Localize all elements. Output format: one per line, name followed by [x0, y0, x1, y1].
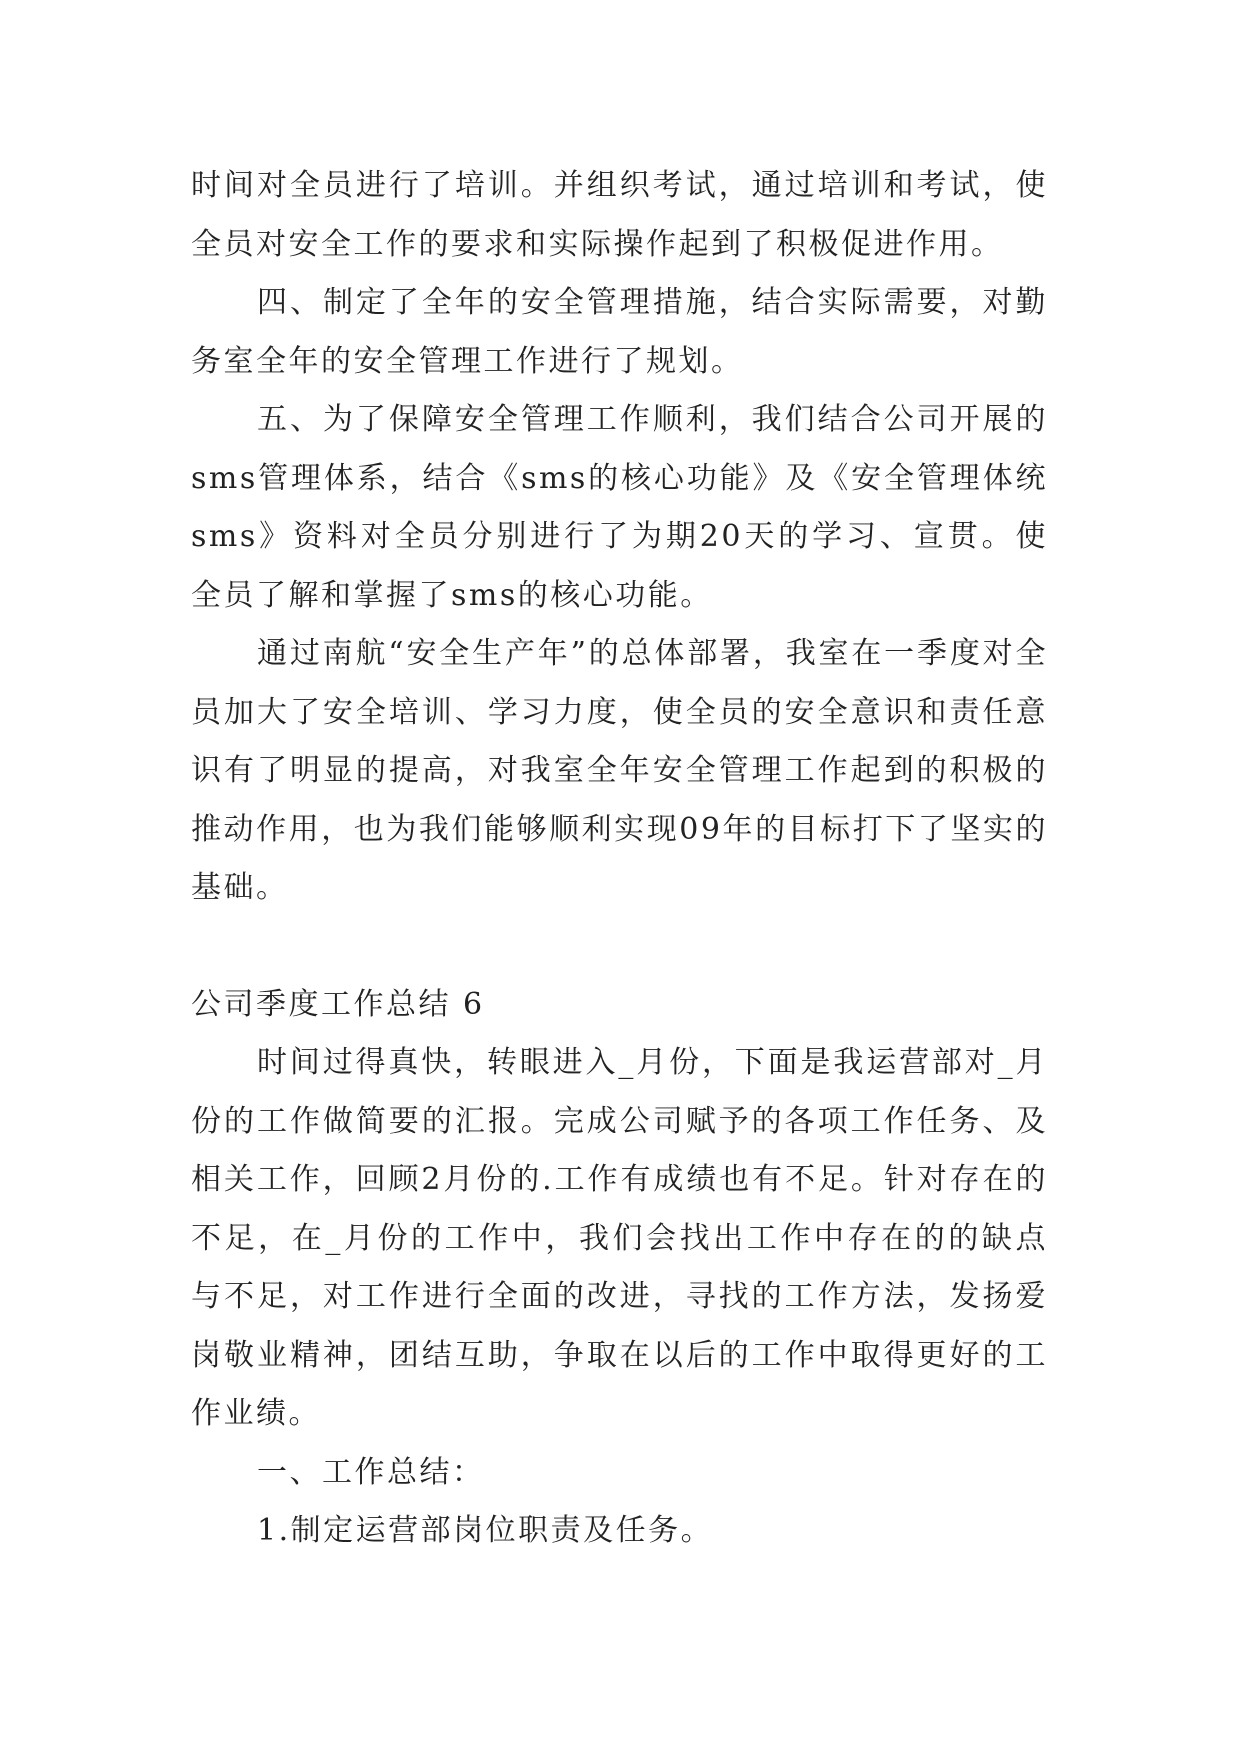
paragraph-training-continued: 时间对全员进行了培训。并组织考试，通过培训和考试，使全员对安全工作的要求和实际操作起到了积极促进作用。	[191, 168, 1048, 262]
document-body	[191, 157, 1048, 1561]
paragraph-item-four: 四、制定了全年的安全管理措施，结合实际需要，对勤务室全年的安全管理工作进行了规划。	[191, 285, 1048, 379]
paragraph-item-five: 五、为了保障安全管理工作顺利，我们结合公司开展的sms管理体系，结合《sms的核心功能》及《安全管理体统sms》资料对全员分别进行了为期20天的学习、宣贯。使全员了解和掌握了sms的核心功能。	[191, 402, 1048, 613]
paragraph-subheading-summary: 一、工作总结：	[257, 1454, 485, 1490]
paragraph-section-intro: 时间过得真快，转眼进入_月份，下面是我运营部对_月份的工作做简要的汇报。完成公司赋予的各项工作任务、及相关工作，回顾2月份的.工作有成绩也有不足。针对存在的不足，在_月份的工作中，我们会找出工作中存在的的缺点与不足，对工作进行全面的改进，寻找的工作方法，发扬爱岗敬业精神，团结互助，争取在以后的工作中取得更好的工作业绩。	[191, 1045, 1048, 1431]
section-title: 公司季度工作总结 6	[191, 986, 485, 1022]
paragraph-list-item-1: 1.制定运营部岗位职责及任务。	[257, 1513, 714, 1548]
paragraph-conclusion: 通过南航“安全生产年”的总体部署，我室在一季度对全员加大了安全培训、学习力度，使全员的安全意识和责任意识有了明显的提高，对我室全年安全管理工作起到的积极的推动作用，也为我们能够顺利实现09年的目标打下了坚实的基础。	[191, 636, 1048, 905]
